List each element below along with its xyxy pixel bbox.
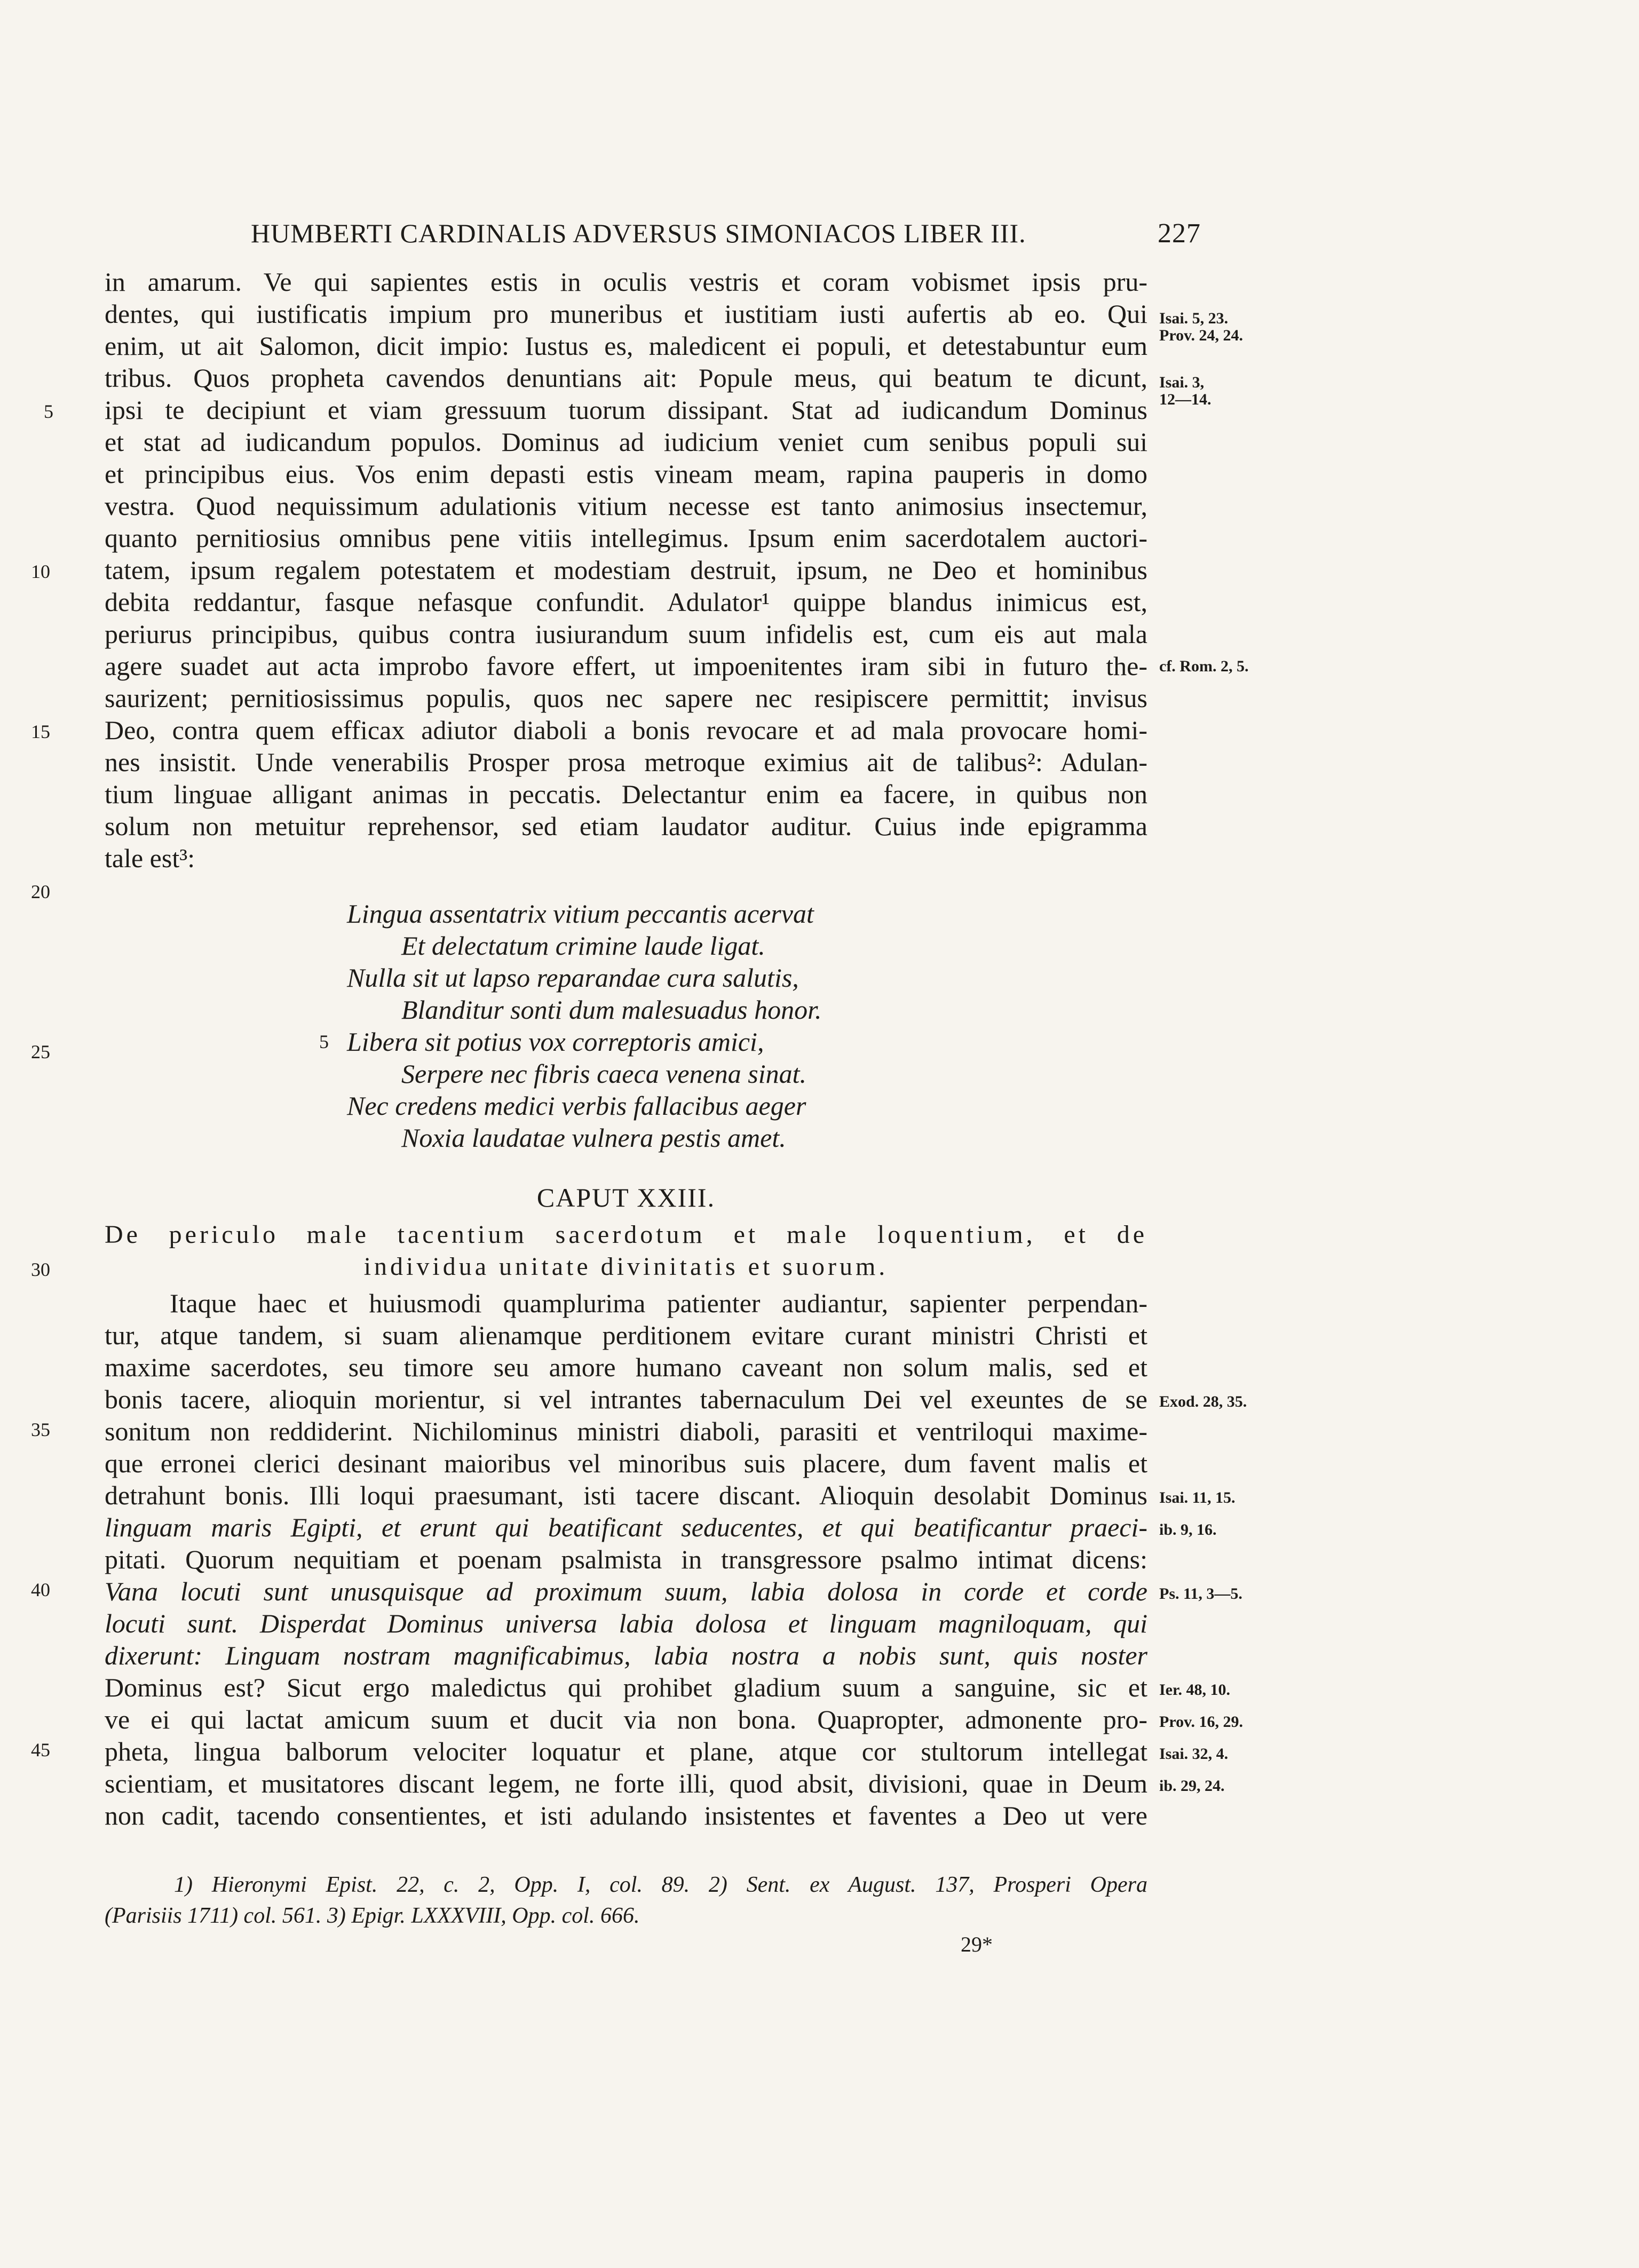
poem-verse: Nec credens medici verbis fallacibus aeger <box>347 1091 806 1121</box>
text-line: in amarum. Ve qui sapientes estis in oculis vestris et coram vobismet ipsis pru- <box>105 267 1147 297</box>
marginal-reference: Prov. 16, 29. <box>1159 1713 1243 1731</box>
marginal-reference: cf. Rom. 2, 5. <box>1159 657 1249 675</box>
text-line: pheta, lingua balborum velociter loquatur et plane, atque cor stultorum intellegat <box>105 1736 1147 1766</box>
marginal-reference: Isai. 3, <box>1159 374 1205 391</box>
marginal-reference: Isai. 5, 23. <box>1159 310 1229 327</box>
line-number: 45 <box>31 1739 50 1761</box>
line-number: 35 <box>31 1419 50 1440</box>
signature-mark: 29* <box>961 1932 993 1956</box>
text-line: que erronei clerici desinant maioribus vel minoribus suis placere, dum favent malis et <box>105 1448 1147 1478</box>
page-number: 227 <box>1158 218 1201 249</box>
marginal-reference: Prov. 24, 24. <box>1159 327 1243 344</box>
line-number: 5 <box>44 401 53 422</box>
text-line: tribus. Quos propheta cavendos denuntians ait: Popule meus, qui beatum te dicunt, <box>105 363 1147 393</box>
marginal-reference: ib. 29, 24. <box>1159 1777 1225 1795</box>
text-line: quanto pernitiosius omnibus pene vitiis intellegimus. Ipsum enim sacerdotalem auctori- <box>105 523 1147 553</box>
text-line: et principibus eius. Vos enim depasti estis vineam meam, rapina pauperis in domo <box>105 459 1147 489</box>
line-number: 10 <box>31 561 50 582</box>
text-line: Itaque haec et huiusmodi quamplurima patienter audiantur, sapienter perpendan- <box>170 1288 1147 1318</box>
text-line: Deo, contra quem efficax adiutor diaboli a bonis revocare et ad mala provocare homi- <box>105 715 1147 745</box>
text-line: bonis tacere, alioquin morientur, si vel intrantes tabernaculum Dei vel exeuntes de se <box>105 1384 1147 1414</box>
text-line: vestra. Quod nequissimum adulationis vitium necesse est tanto animosius insectemur, <box>105 491 1147 521</box>
line-number: 30 <box>31 1259 50 1280</box>
marginal-reference: Isai. 32, 4. <box>1159 1745 1229 1763</box>
text-line: sonitum non reddiderint. Nichilominus ministri diaboli, parasiti et ventriloqui maxime- <box>105 1416 1147 1446</box>
poem-verse: Lingua assentatrix vitium peccantis acervat <box>347 899 814 929</box>
text-line: ve ei qui lactat amicum suum et ducit via non bona. Quapropter, admonente pro- <box>105 1704 1147 1734</box>
text-line: locuti sunt. Disperdat Dominus universa labia dolosa et linguam magniloquam, qui <box>105 1608 1147 1638</box>
marginal-reference: Isai. 11, 15. <box>1159 1489 1236 1506</box>
chapter-title: CAPUT XXIII. <box>536 1183 716 1212</box>
text-line: dixerunt: Linguam nostram magnificabimus, labia nostra a nobis sunt, quis noster <box>105 1640 1147 1670</box>
text-line: debita reddantur, fasque nefasque confundit. Adulator¹ quippe blandus inimicus est, <box>105 587 1147 617</box>
line-number: 20 <box>31 881 50 902</box>
text-line: saurizent; pernitiosissimus populis, quos nec sapere nec resipiscere permittit; invisus <box>105 683 1147 713</box>
footnote: 1) Hieronymi Epist. 22, c. 2, Opp. I, col. 89. 2) Sent. ex August. 137, Prosperi Opera <box>174 1873 1147 1897</box>
text-line: enim, ut ait Salomon, dicit impio: Iustus es, maledicent ei populi, et detestabuntur eum <box>105 331 1147 361</box>
chapter-subtitle: individua unitate divinitatis et suorum. <box>363 1252 889 1281</box>
poem-verse: Noxia laudatae vulnera pestis amet. <box>401 1123 786 1153</box>
running-title: HUMBERTI CARDINALIS ADVERSUS SIMONIACOS LIBER III. <box>251 218 1026 248</box>
line-number: 15 <box>31 721 50 742</box>
text-line: periurus principibus, quibus contra iusiurandum suum infidelis est, cum eis aut mala <box>105 619 1147 649</box>
text-line: et stat ad iudicandum populos. Dominus ad iudicium veniet cum senibus populi sui <box>105 427 1147 457</box>
text-line: tur, atque tandem, si suam alienamque perditionem evitare curant ministri Christi et <box>105 1320 1147 1350</box>
text-line: detrahunt bonis. Illi loqui praesumant, isti tacere discant. Alioquin desolabit Dominus <box>105 1480 1147 1510</box>
text-line: solum non metuitur reprehensor, sed etiam laudator auditur. Cuius inde epigramma <box>105 811 1147 841</box>
poem-verse: Et delectatum crimine laude ligat. <box>401 931 765 961</box>
verse-number: 5 <box>319 1031 329 1052</box>
text-line: agere suadet aut acta improbo favore effert, ut impoenitentes iram sibi in futuro the- <box>105 651 1147 681</box>
text-line: Vana locuti sunt unusquisque ad proximum suum, labia dolosa in corde et corde <box>105 1576 1147 1606</box>
marginal-reference: Ier. 48, 10. <box>1159 1681 1231 1699</box>
poem-verse: Serpere nec fibris caeca venena sinat. <box>401 1059 807 1089</box>
line-number: 25 <box>31 1041 50 1062</box>
marginal-reference: Exod. 28, 35. <box>1159 1393 1247 1410</box>
marginal-reference: Ps. 11, 3—5. <box>1159 1585 1242 1603</box>
text-line: non cadit, tacendo consentientes, et isti adulando insistentes et faventes a Deo ut vere <box>105 1801 1147 1830</box>
text-line: maxime sacerdotes, seu timore seu amore humano caveant non solum malis, sed et <box>105 1352 1147 1382</box>
text-line: dentes, qui iustificatis impium pro muneribus et iustitiam iusti aufertis ab eo. Qui <box>105 299 1147 329</box>
chapter-subtitle: De periculo male tacentium sacerdotum et male loquentium, et de <box>105 1220 1147 1249</box>
marginal-reference: ib. 9, 16. <box>1159 1521 1217 1539</box>
footnote: (Parisiis 1711) col. 561. 3) Epigr. LXXXVIII, Opp. col. 666. <box>105 1904 640 1928</box>
poem-verse: Libera sit potius vox correptoris amici, <box>347 1027 764 1057</box>
text-line: linguam maris Egipti, et erunt qui beatificant seducentes, et qui beatificantur praeci- <box>105 1512 1147 1542</box>
running-header <box>251 218 1201 255</box>
text-line: ipsi te decipiunt et viam gressuum tuorum dissipant. Stat ad iudicandum Dominus <box>105 395 1147 425</box>
text-line: scientiam, et musitatores discant legem, ne forte illi, quod absit, divisioni, quae in Deum <box>105 1769 1147 1798</box>
poem-verse: Nulla sit ut lapso reparandae cura salutis, <box>347 963 799 993</box>
marginal-reference: 12—14. <box>1159 391 1212 408</box>
text-line: nes insistit. Unde venerabilis Prosper prosa metroque eximius ait de talibus²: Adulan- <box>105 747 1147 777</box>
text-line: tale est³: <box>105 843 195 873</box>
text-line: Dominus est? Sicut ergo maledictus qui prohibet gladium suum a sanguine, sic et <box>105 1672 1147 1702</box>
text-line: pitati. Quorum nequitiam et poenam psalmista in transgressore psalmo intimat dicens: <box>105 1544 1147 1574</box>
text-line: tatem, ipsum regalem potestatem et modestiam destruit, ipsum, ne Deo et hominibus <box>105 555 1147 585</box>
poem-verse: Blanditur sonti dum malesuadus honor. <box>401 995 822 1025</box>
line-number: 40 <box>31 1579 50 1600</box>
text-line: tium linguae alligant animas in peccatis. Delectantur enim ea facere, in quibus non <box>105 779 1147 809</box>
